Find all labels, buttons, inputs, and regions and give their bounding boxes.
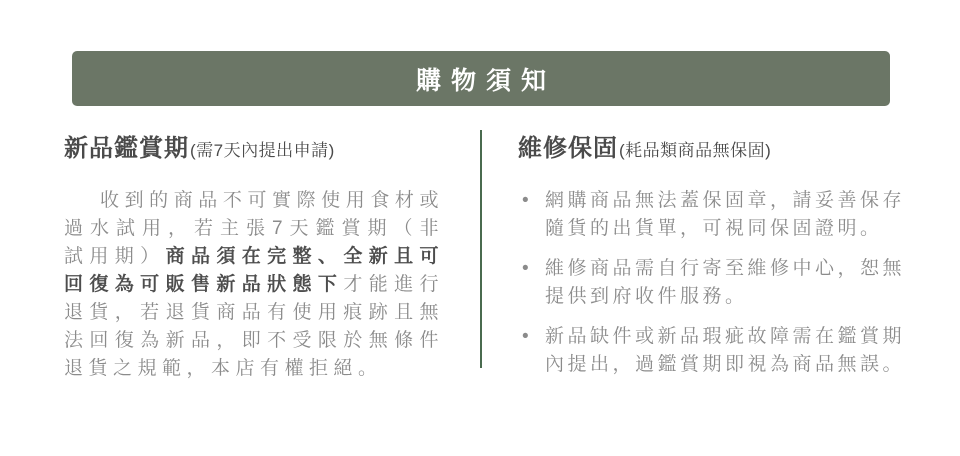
- section-title-trial-note: (需7天內提出申請): [190, 141, 335, 160]
- warranty-bullet-item: • 維修商品需自行寄至維修中心，恕無提供到府收件服務。: [518, 255, 905, 311]
- banner: [72, 51, 890, 106]
- page-title: 購物須知: [415, 66, 556, 95]
- section-title-trial-text: 新品鑑賞期: [64, 135, 189, 162]
- paragraph-text: 收到的商品不可實際使用食材或過水試用，若主張7天鑑賞期（非試用期）: [64, 190, 444, 267]
- section-title-trial: [64, 134, 444, 166]
- columns-container: [64, 134, 905, 391]
- trial-period-paragraph: [64, 187, 444, 383]
- warranty-bullet-list: [518, 187, 905, 379]
- vertical-divider: [480, 130, 482, 368]
- warranty-bullet-item: • 網購商品無法蓋保固章，請妥善保存隨貨的出貨單，可視同保固證明。: [518, 187, 905, 243]
- section-warranty: [518, 134, 905, 391]
- paragraph-emphasis-text: 商品須在完整、全新且可回復為可販售新品狀態下: [64, 246, 444, 295]
- section-title-warranty-text: 維修保固: [518, 135, 618, 162]
- paragraph-text: 才能進行退貨，若退貨商品有使用痕跡且無法回復為新品，即不受限於無條件退貨之規範，本店有權拒絕。: [64, 274, 444, 379]
- section-new-item-trial: [64, 134, 444, 383]
- section-title-warranty-note: (耗品類商品無保固): [619, 141, 772, 160]
- section-title-warranty: [518, 134, 905, 166]
- warranty-bullet-item: • 新品缺件或新品瑕疵故障需在鑑賞期內提出，過鑑賞期即視為商品無誤。: [518, 323, 905, 379]
